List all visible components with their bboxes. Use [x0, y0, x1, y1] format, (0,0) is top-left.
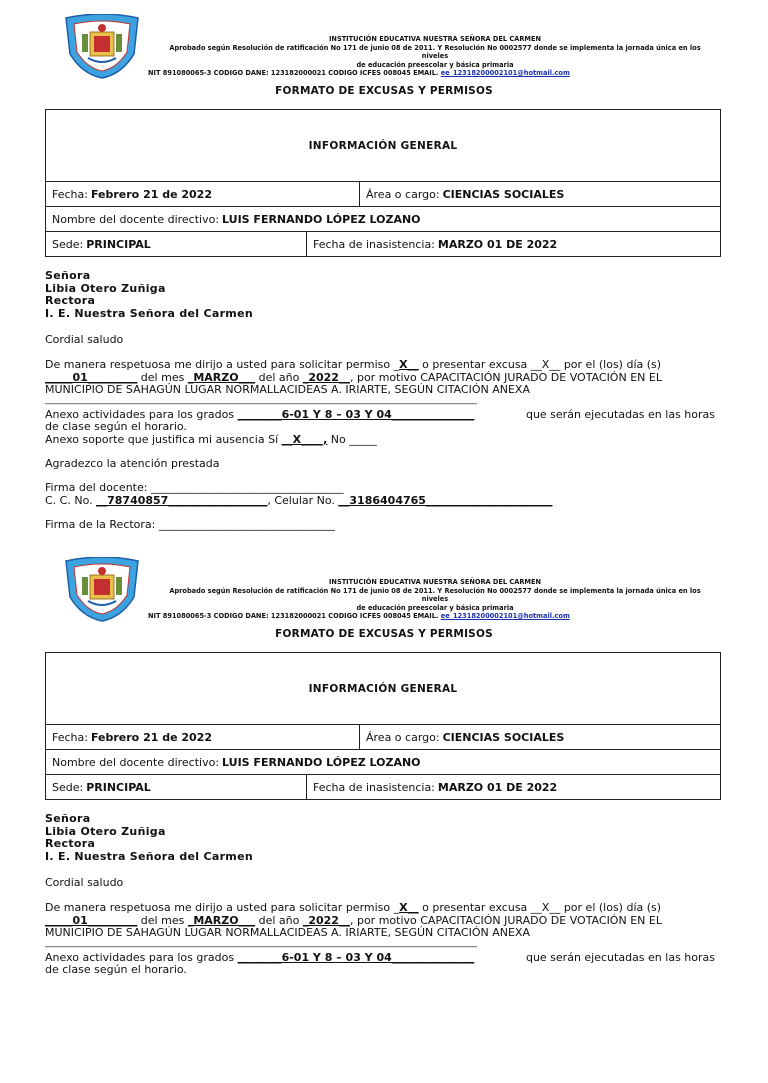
addressee-line: Rectora	[45, 294, 96, 307]
addressee-line: I. E. Nuestra Señora del Carmen	[45, 306, 253, 320]
request-line-3: MUNICIPIO DE SAHAGÚN LUGAR NORMALLACIDEAS A. IRIARTE, SEGÚN CITACIÓN ANEXA	[45, 926, 530, 939]
table-row	[46, 207, 720, 232]
contact-line	[140, 69, 730, 78]
general-info-table	[45, 109, 721, 257]
institution-name: INSTITUCIÓN EDUCATIVA NUESTRA SEÑORA DEL CARMEN	[328, 578, 542, 586]
separator-rule: ________________________________________________________________________________________________	[45, 938, 477, 948]
resolution-line: niveles	[421, 52, 449, 61]
table-row	[46, 232, 720, 256]
addressee-line: Libia Otero Zuñiga	[45, 824, 166, 838]
resolution-line: Aprobado según Resolución de ratificación No 171 de junio 08 de 2011. Y Resolución No 0002577 donde se implementa la jornada única en los	[169, 43, 701, 52]
request-line-3: MUNICIPIO DE SAHAGÚN LUGAR NORMALLACIDEAS A. IRIARTE, SEGÚN CITACIÓN ANEXA	[45, 383, 530, 396]
addressee-block	[45, 270, 725, 320]
nit-codes: NIT 891080065-3 CODIGO DANE: 123182000021 CODIGO ICFES 008045 EMAIL.	[148, 69, 439, 78]
addressee-line: Rectora	[45, 837, 96, 850]
table-row	[46, 775, 720, 799]
section-title: INFORMACIÓN GENERAL	[46, 653, 720, 725]
nit-codes: NIT 891080065-3 CODIGO DANE: 123182000021 CODIGO ICFES 008045 EMAIL.	[148, 612, 439, 621]
request-line-1: De manera respetuosa me dirijo a usted para solicitar permiso _X__ o presentar excusa __X__ por el (los) día (s)	[45, 901, 662, 914]
addressee-line: Señora	[45, 269, 91, 282]
teacher-cell: Nombre del docente directivo: LUIS FERNANDO LÓPEZ LOZANO	[52, 755, 421, 769]
form-title: FORMATO DE EXCUSAS Y PERMISOS	[275, 85, 493, 97]
form-title: FORMATO DE EXCUSAS Y PERMISOS	[275, 628, 493, 640]
excuse-form-1	[0, 0, 768, 540]
principal-signature-line: Firma de la Rectora: ________________________________	[45, 518, 335, 531]
absence-date-cell: Fecha de inasistencia: MARZO 01 DE 2022	[306, 232, 720, 256]
request-line-2: _____01_________ del mes _MARZO___ del año _2022__, por motivo CAPACITACIÓN JURADO DE VOTACIÓN EN EL	[45, 371, 662, 384]
email-link[interactable]: ee_12318200002101@hotmail.com	[440, 612, 570, 621]
greeting: Cordial saludo	[45, 333, 124, 346]
activities-line: Anexo actividades para los grados ________6-01 Y 8 – 03 Y 04_______________ que serán ejecutadas en las horas	[45, 408, 715, 421]
resolution-line: de educación preescolar y básica primaria	[356, 603, 514, 612]
thanks-line: Agradezco la atención prestada	[45, 457, 220, 470]
area-value: CIENCIAS SOCIALES	[442, 187, 565, 201]
institution-header	[140, 35, 730, 78]
activities-line-2: de clase según el horario.	[45, 963, 187, 976]
greeting: Cordial saludo	[45, 876, 124, 889]
date-value: Febrero 21 de 2022	[90, 187, 212, 201]
campus-cell: Sede: PRINCIPAL	[52, 780, 151, 794]
school-crest-logo	[62, 557, 142, 623]
addressee-line: Libia Otero Zuñiga	[45, 281, 166, 295]
letter-body	[45, 812, 725, 976]
table-row	[46, 182, 720, 207]
separator-rule: ________________________________________________________________________________________________	[45, 395, 477, 405]
absence-date-cell: Fecha de inasistencia: MARZO 01 DE 2022	[306, 775, 720, 799]
contact-line	[140, 612, 730, 621]
teacher-cell: Nombre del docente directivo: LUIS FERNANDO LÓPEZ LOZANO	[52, 212, 421, 226]
area-value: CIENCIAS SOCIALES	[442, 730, 565, 744]
activities-line-2: de clase según el horario.	[45, 420, 187, 433]
institution-name: INSTITUCIÓN EDUCATIVA NUESTRA SEÑORA DEL CARMEN	[328, 35, 542, 43]
addressee-block	[45, 813, 725, 863]
date-cell: Fecha: Febrero 21 de 2022	[52, 187, 212, 201]
request-line-2: _____01_________ del mes _MARZO___ del año _2022__, por motivo CAPACITACIÓN JURADO DE VOTACIÓN EN EL	[45, 914, 662, 927]
request-line-1: De manera respetuosa me dirijo a usted para solicitar permiso _X__ o presentar excusa __X__ por el (los) día (s)	[45, 358, 662, 371]
absence-date-value: MARZO 01 DE 2022	[437, 237, 558, 251]
teacher-signature-line: Firma del docente: ___________________________________	[45, 481, 344, 494]
institution-header	[140, 578, 730, 621]
campus-value: PRINCIPAL	[86, 780, 151, 794]
addressee-line: I. E. Nuestra Señora del Carmen	[45, 849, 253, 863]
id-number: __78740857__________________	[96, 494, 268, 507]
campus-value: PRINCIPAL	[86, 237, 151, 251]
absence-date-value: MARZO 01 DE 2022	[437, 780, 558, 794]
support-line: Anexo soporte que justifica mi ausencia Sí __X____, No _____	[45, 433, 377, 446]
table-row	[46, 725, 720, 750]
letter-body	[45, 269, 725, 531]
teacher-name: LUIS FERNANDO LÓPEZ LOZANO	[222, 212, 421, 226]
general-info-table	[45, 652, 721, 800]
date-value: Febrero 21 de 2022	[90, 730, 212, 744]
resolution-line: niveles	[421, 595, 449, 604]
resolution-line: de educación preescolar y básica primaria	[356, 60, 514, 69]
excuse-form-2	[0, 543, 768, 1083]
date-cell: Fecha: Febrero 21 de 2022	[52, 730, 212, 744]
area-cell: Área o cargo: CIENCIAS SOCIALES	[359, 725, 720, 749]
phone-number: __3186404765_______________________	[338, 494, 553, 507]
email-link[interactable]: ee_12318200002101@hotmail.com	[440, 69, 570, 78]
school-crest-logo	[62, 14, 142, 80]
campus-cell: Sede: PRINCIPAL	[52, 237, 151, 251]
table-row	[46, 750, 720, 775]
activities-line: Anexo actividades para los grados ________6-01 Y 8 – 03 Y 04_______________ que serán ejecutadas en las horas	[45, 951, 715, 964]
resolution-line: Aprobado según Resolución de ratificación No 171 de junio 08 de 2011. Y Resolución No 0002577 donde se implementa la jornada única en los	[169, 586, 701, 595]
area-cell: Área o cargo: CIENCIAS SOCIALES	[359, 182, 720, 206]
section-title: INFORMACIÓN GENERAL	[46, 110, 720, 182]
addressee-line: Señora	[45, 812, 91, 825]
teacher-name: LUIS FERNANDO LÓPEZ LOZANO	[222, 755, 421, 769]
id-phone-line: C. C. No. __78740857__________________, Celular No. __3186404765_______________________	[45, 494, 553, 507]
